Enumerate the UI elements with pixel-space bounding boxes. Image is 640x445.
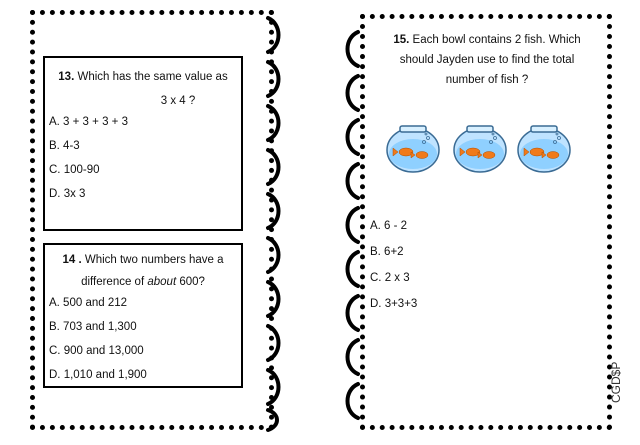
question-14-stem-line2 [45, 273, 241, 291]
question-14-stem-pre: difference of [81, 276, 145, 288]
question-13-option-d[interactable]: D. 3x 3 [49, 188, 86, 200]
question-14-stem-line1 [45, 251, 241, 269]
question-14-option-b[interactable]: B. 703 and 1,300 [49, 321, 137, 333]
question-13-box [43, 56, 243, 231]
svg-text:CGD$P: CGD$P [609, 361, 623, 403]
question-14-option-a[interactable]: A. 500 and 212 [49, 297, 128, 309]
fishbowl-icon [451, 122, 509, 174]
question-14-stem-post: 600? [179, 276, 205, 288]
question-13-number: 13. [58, 71, 75, 83]
fishbowl-icon [384, 122, 442, 174]
question-15-stem-line1 [376, 30, 598, 50]
question-13-option-a[interactable]: A. 3 + 3 + 3 + 3 [49, 116, 128, 128]
cgdp-logo [600, 345, 630, 405]
question-13-stem-line2: 3 x 4 ? [160, 95, 196, 107]
question-15-option-b[interactable]: B. 6+2 [370, 246, 404, 258]
question-15-stem-text: Each bowl contains 2 fish. Which [412, 34, 581, 46]
question-14-box [43, 243, 243, 388]
question-14-stem-emphasis: about [147, 276, 177, 288]
question-14-stem-text: Which two numbers have a [84, 254, 224, 266]
question-15-stem-line2: should Jayden use to find the total [399, 54, 575, 66]
question-13-stem-text: Which has the same value as [77, 71, 228, 83]
question-13-option-c[interactable]: C. 100-90 [49, 164, 100, 176]
question-15-option-a[interactable]: A. 6 - 2 [370, 220, 408, 232]
question-15-number: 15. [393, 34, 410, 46]
question-13-option-b[interactable]: B. 4-3 [49, 140, 80, 152]
question-14-option-c[interactable]: C. 900 and 13,000 [49, 345, 144, 357]
question-15-option-c[interactable]: C. 2 x 3 [370, 272, 410, 284]
question-13-stem-line1 [45, 68, 241, 86]
left-scalloped-border [262, 0, 286, 445]
question-14-option-d[interactable]: D. 1,010 and 1,900 [49, 369, 147, 381]
question-15-option-d[interactable]: D. 3+3+3 [370, 298, 418, 310]
question-14-number: 14 . [62, 254, 82, 266]
question-15-stem [376, 30, 598, 90]
question-15-stem-line3: number of fish ? [445, 74, 529, 86]
fishbowl-icon [515, 122, 573, 174]
